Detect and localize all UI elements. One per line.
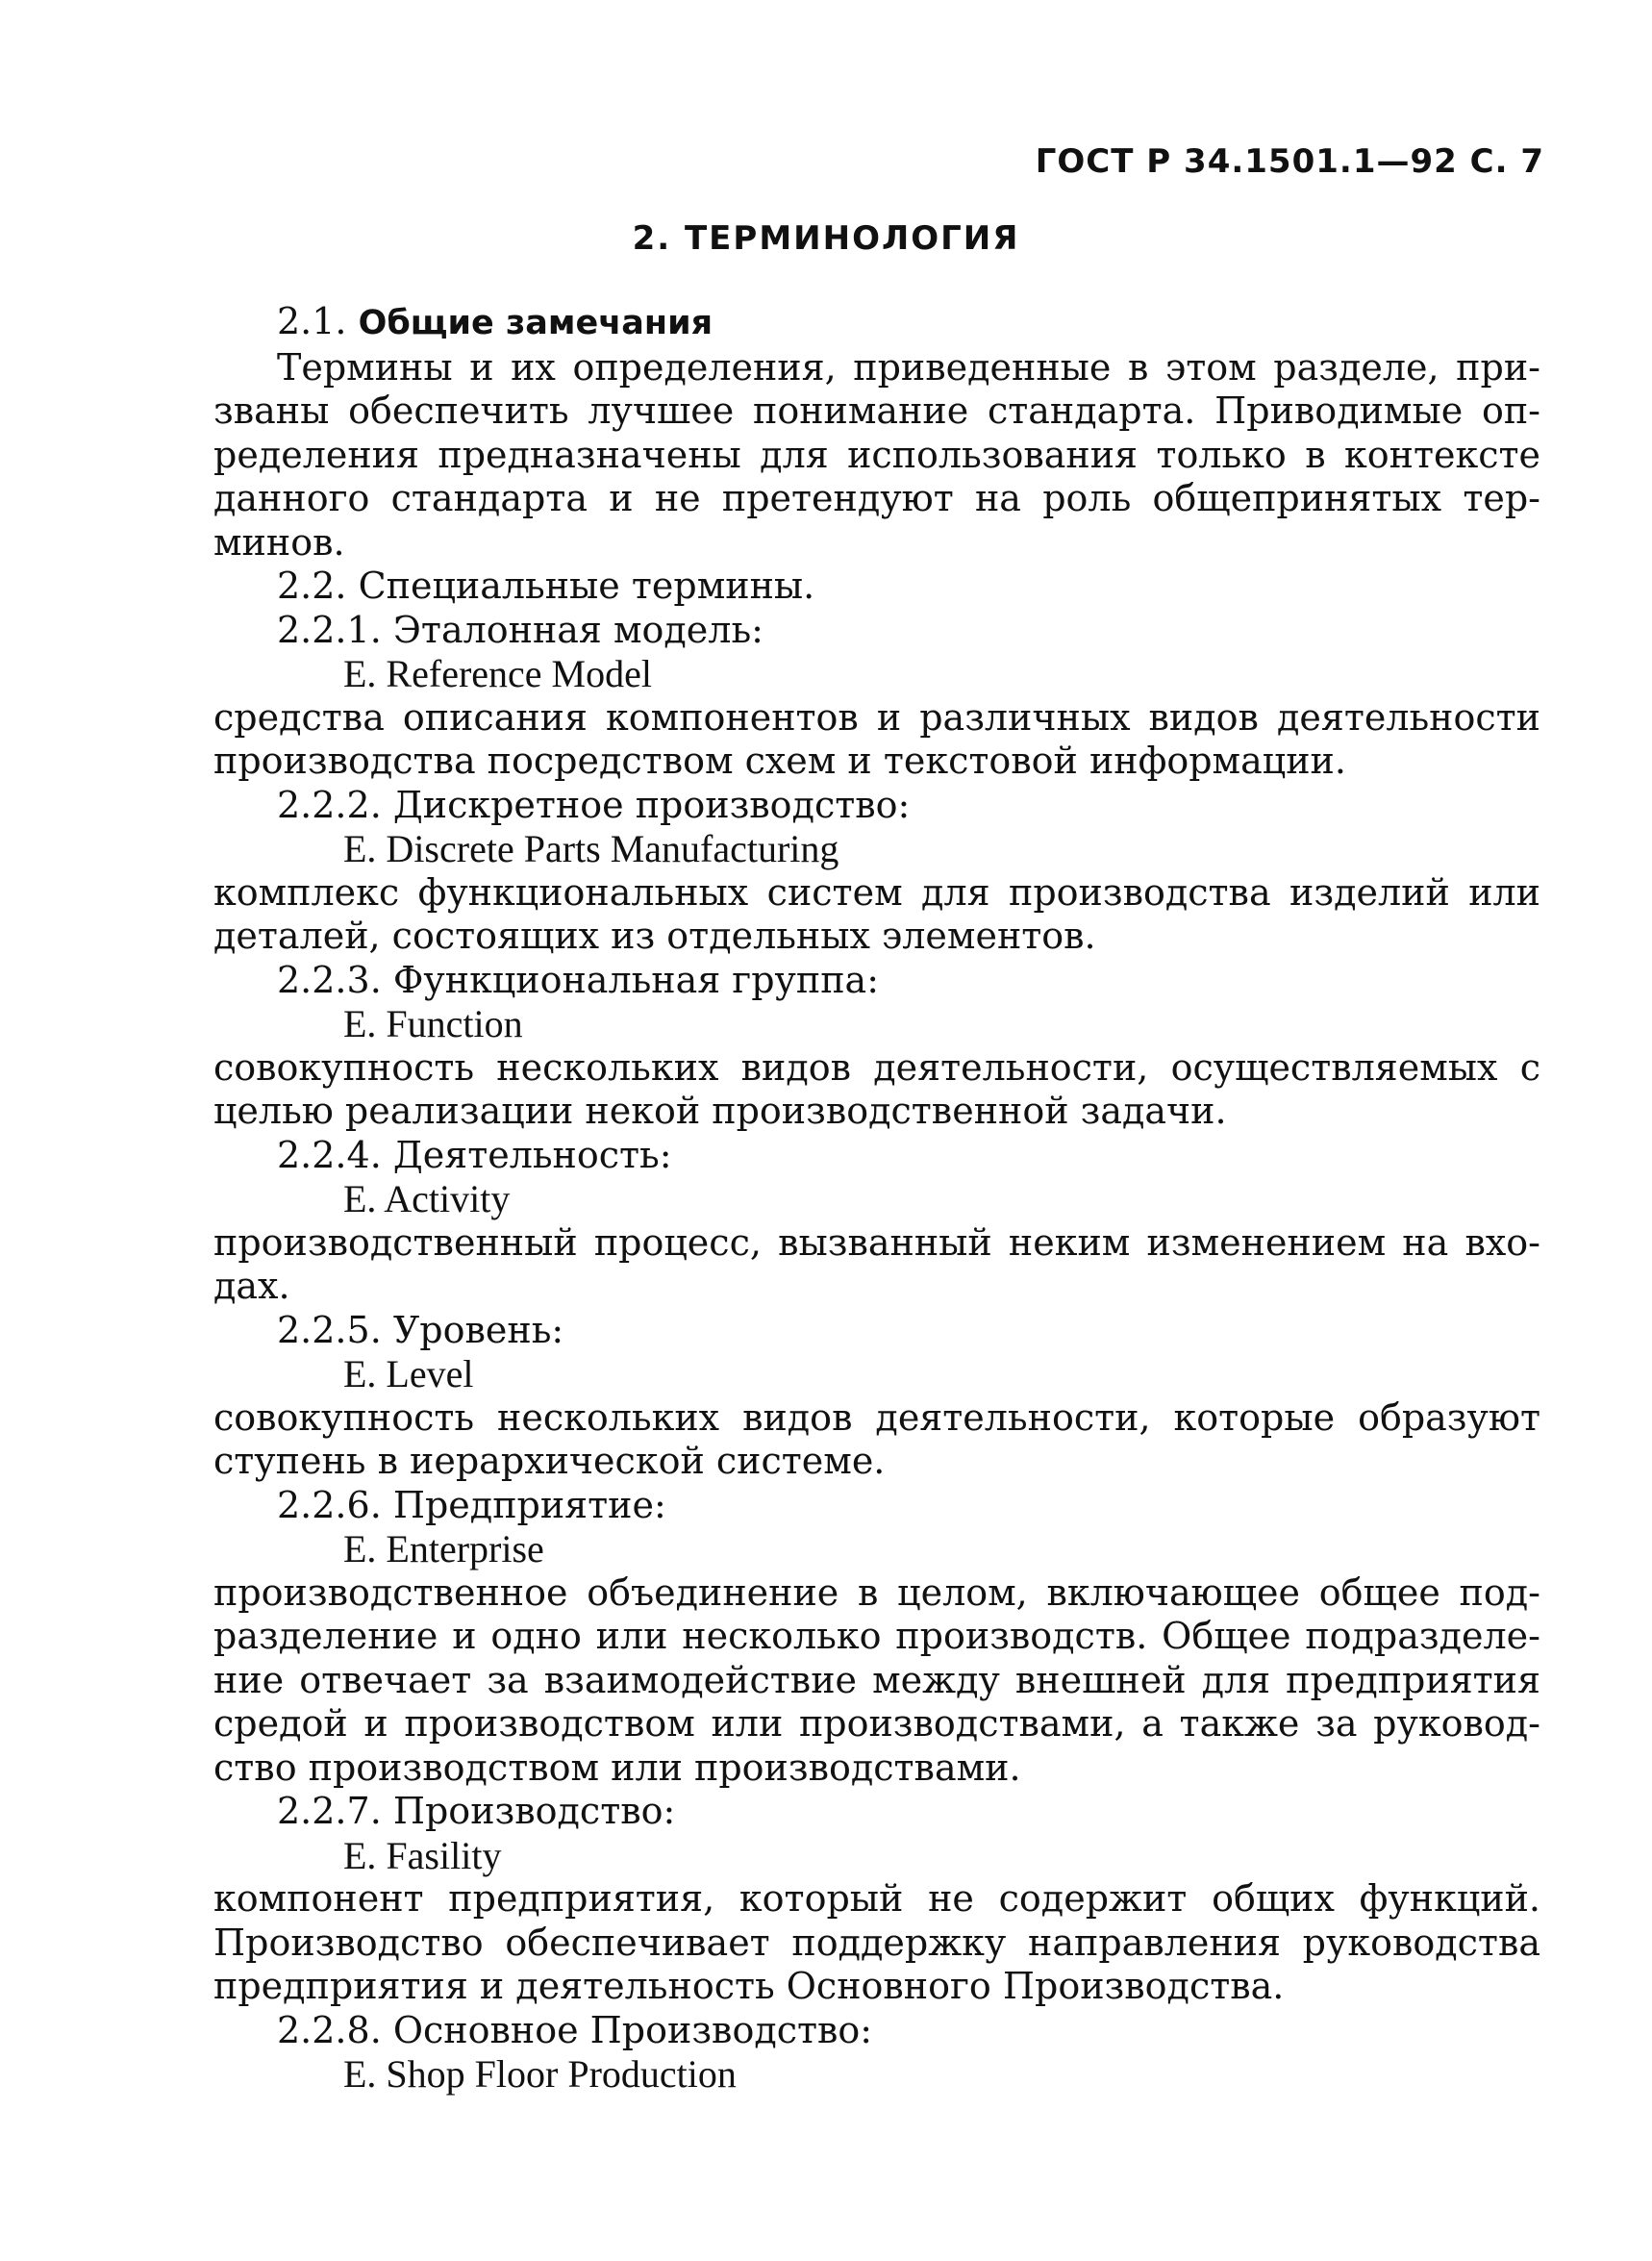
term-definition-line: производственное объединение в целом, включающее общее под- <box>213 1570 1540 1614</box>
paragraph-line: ределения предназначены для использования только в контексте <box>213 433 1540 476</box>
term-definition-line: производственный процесс, вызванный неким изменением на вхо- <box>213 1220 1540 1264</box>
term-definition-line: компонент предприятия, который не содержит общих функций. <box>213 1877 1540 1920</box>
term-definition-line: совокупность нескольких видов деятельности, которые образуют <box>213 1395 1540 1439</box>
general-heading <box>213 300 1540 346</box>
term-heading: 2.2.5. Уровень: <box>277 1308 564 1351</box>
term-definition-line: ние отвечает за взаимодействие между внешней для предприятия <box>213 1658 1540 1701</box>
term-english: E. Reference Model <box>343 652 652 695</box>
document-body <box>213 300 1540 2097</box>
term-definition-line: Производство обеспечивает поддержку направления руководства <box>213 1921 1540 1964</box>
term-definition-line: разделение и одно или несколько производств. Общее подразделе- <box>213 1615 1540 1657</box>
term-english: E. Shop Floor Production <box>343 2052 737 2096</box>
term-definition-line: средства описания компонентов и различных видов деятельности <box>213 695 1540 739</box>
term-english: E. Activity <box>343 1177 511 1220</box>
term-heading: 2.2.6. Предприятие: <box>277 1483 666 1526</box>
term-heading: 2.2.8. Основное Производство: <box>277 2008 873 2051</box>
paragraph-line: званы обеспечить лучшее понимание стандарта. Приводимые оп- <box>213 389 1540 432</box>
term-definition-line: средой и производством или производствами, а также за руковод- <box>213 1702 1540 1745</box>
general-paragraph <box>213 346 1540 565</box>
term-heading: 2.2.3. Функциональная группа: <box>277 958 880 1001</box>
term-definition-line: ство производством или производствами. <box>213 1746 1021 1789</box>
term-english: E. Function <box>343 1002 523 1045</box>
term-definition-line: ступень в иерархической системе. <box>213 1440 886 1482</box>
term-english: E. Fasility <box>343 1833 502 1877</box>
term-definition-line: комплекс функциональных систем для производства изделий или <box>213 870 1540 914</box>
term-definition-line: дах. <box>213 1265 290 1307</box>
term-definition-line: предприятия и деятельность Основного Производства. <box>213 1965 1285 2007</box>
page-header-standard: ГОСТ Р 34.1501.1—92 С. 7 <box>1035 142 1544 181</box>
term-heading: 2.2.1. Эталонная модель: <box>277 608 763 651</box>
term-heading: 2.2.7. Производство: <box>277 1790 676 1832</box>
term-heading: 2.2.2. Дискретное производство: <box>277 783 911 826</box>
term-definition-line: производства посредством схем и текстовой информации. <box>213 740 1346 782</box>
section-title: 2. ТЕРМИНОЛОГИЯ <box>632 219 1020 258</box>
general-heading-text: Общие замечания <box>358 304 713 342</box>
term-heading: 2.2.4. Деятельность: <box>277 1133 672 1176</box>
special-terms-heading: 2.2. Специальные термины. <box>277 565 815 607</box>
term-definition-line: совокупность нескольких видов деятельности, осуществляемых с <box>213 1045 1540 1089</box>
paragraph-line: Термины и их определения, приведенные в этом разделе, при- <box>277 345 1540 389</box>
term-english: E. Discrete Parts Manufacturing <box>343 827 839 870</box>
term-definition-line: деталей, состоящих из отдельных элементов. <box>213 915 1096 957</box>
paragraph-line: данного стандарта и не претендуют на роль общепринятых тер- <box>213 477 1540 519</box>
term-english: E. Enterprise <box>343 1527 544 1570</box>
term-definition-line: целью реализации некой производственной задачи. <box>213 1090 1227 1132</box>
paragraph-line: минов. <box>213 520 345 564</box>
term-english: E. Level <box>343 1352 474 1395</box>
general-heading-number: 2.1. <box>277 300 347 342</box>
